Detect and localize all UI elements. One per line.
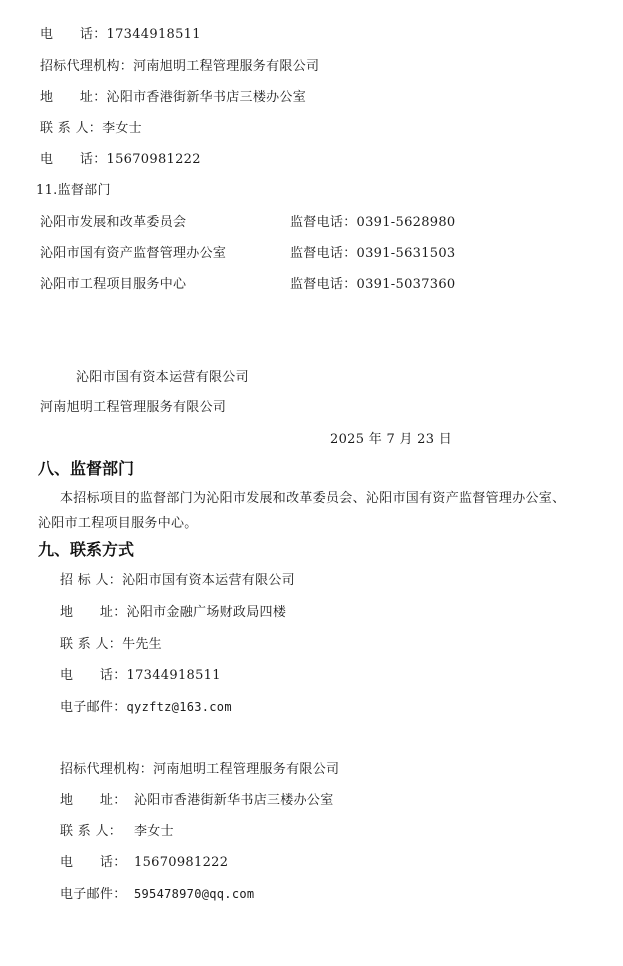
address-label: 地 址： [60, 793, 127, 808]
agency-address-line [60, 793, 334, 809]
agency-contact-line-top [40, 121, 142, 137]
email-label: 电子邮件： [60, 887, 127, 902]
supervision-phone-value: 0391-5037360 [356, 277, 456, 292]
supervision-dept-3: 沁阳市工程项目服务中心 [40, 277, 187, 292]
agency-email-line [60, 886, 254, 903]
signature-company-2: 河南旭明工程管理服务有限公司 [40, 400, 227, 415]
phone-label: 电 话： [40, 27, 107, 42]
agency-address-line-top [40, 90, 306, 106]
phone-value: 15670981222 [134, 855, 229, 870]
agency-phone-line [60, 855, 228, 871]
tenderer-address-line [60, 605, 286, 621]
phone-value: 17344918511 [106, 27, 201, 42]
supervision-list-title: 11.监督部门 [36, 183, 111, 198]
contact-value: 李女士 [102, 121, 142, 136]
email-value: qyzftz@163.com [126, 700, 232, 714]
supervision-phone-3 [290, 277, 456, 293]
address-label: 地 址： [40, 90, 107, 105]
agency-contact-line [60, 824, 174, 840]
supervision-dept-1: 沁阳市发展和改革委员会 [40, 215, 187, 230]
contact-value: 李女士 [134, 824, 174, 839]
phone-label: 电 话： [60, 668, 127, 683]
section-8-paragraph-line-2: 沁阳市工程项目服务中心。 [38, 516, 198, 531]
signature-company-1: 沁阳市国有资本运营有限公司 [76, 370, 249, 385]
section-8-heading: 八、监督部门 [38, 459, 135, 478]
supervision-phone-label: 监督电话： [290, 215, 357, 230]
phone-value: 15670981222 [106, 152, 201, 167]
tenderer-contact-line [60, 637, 162, 653]
email-label: 电子邮件： [60, 700, 127, 715]
supervision-phone-value: 0391-5631503 [356, 246, 456, 261]
section-8-paragraph-line-1: 本招标项目的监督部门为沁阳市发展和改革委员会、沁阳市国有资产监督管理办公室、 [60, 491, 566, 506]
phone-label: 电 话： [60, 855, 127, 870]
contact-label: 联 系 人： [60, 824, 123, 839]
agency-label: 招标代理机构： [60, 762, 154, 777]
supervision-phone-label: 监督电话： [290, 277, 357, 292]
tenderer-value: 沁阳市国有资本运营有限公司 [122, 573, 295, 588]
agency-phone-line-top [40, 27, 201, 43]
agency-value: 河南旭明工程管理服务有限公司 [153, 762, 340, 777]
contact-label: 联 系 人： [60, 637, 123, 652]
phone-label: 电 话： [40, 152, 107, 167]
tenderer-phone-line [60, 668, 221, 684]
agency-name-line [60, 762, 339, 778]
address-value: 沁阳市香港街新华书店三楼办公室 [134, 793, 334, 808]
address-label: 地 址： [60, 605, 127, 620]
supervision-dept-2: 沁阳市国有资产监督管理办公室 [40, 246, 227, 261]
tenderer-name-line [60, 573, 295, 589]
signature-date: 2025 年 7 月 23 日 [330, 432, 453, 447]
agency-name-line-top [40, 59, 319, 75]
phone-value: 17344918511 [126, 668, 221, 683]
tenderer-email-line [60, 699, 232, 716]
supervision-phone-value: 0391-5628980 [356, 215, 456, 230]
address-value: 沁阳市金融广场财政局四楼 [126, 605, 287, 620]
supervision-phone-label: 监督电话： [290, 246, 357, 261]
agency-value: 河南旭明工程管理服务有限公司 [133, 59, 320, 74]
tenderer-label: 招 标 人： [60, 573, 123, 588]
email-value: 595478970@qq.com [134, 887, 255, 901]
agency-label: 招标代理机构： [40, 59, 134, 74]
supervision-phone-2 [290, 246, 456, 262]
contact-label: 联 系 人： [40, 121, 103, 136]
supervision-phone-1 [290, 215, 456, 231]
section-9-heading: 九、联系方式 [38, 540, 135, 559]
address-value: 沁阳市香港街新华书店三楼办公室 [106, 90, 307, 105]
contact-value: 牛先生 [122, 637, 162, 652]
agency-phone2-line-top [40, 152, 201, 168]
